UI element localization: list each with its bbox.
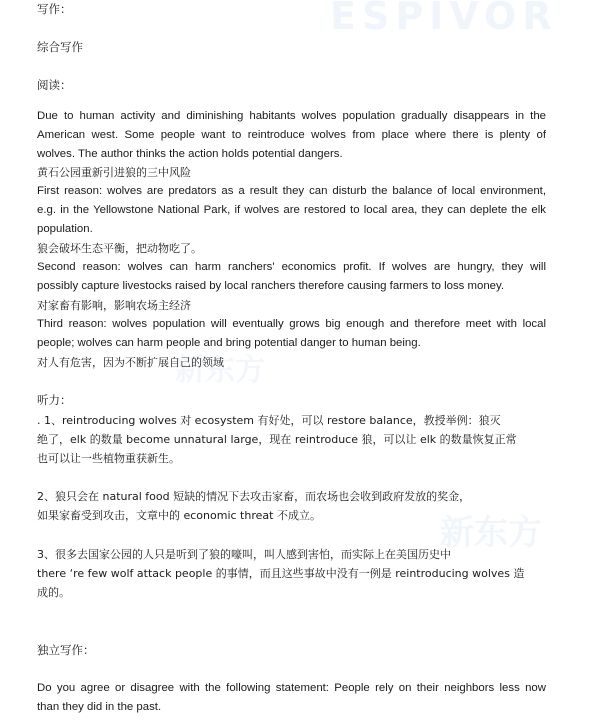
watermark-top: ESPIVOR [330,0,558,38]
reading-reason1-note: 狼会破坏生态平衡，把动物吃了。 [37,242,202,255]
heading-listening: 听力： [37,393,72,407]
listening-point1-line: 也可以让一些植物重获新生。 [37,452,180,465]
reading-intro-note: 黄石公园重新引进狼的三中风险 [37,166,191,179]
reading-reason2-line: Second reason: wolves can harm ranchers' economics profit. If wolves are hungry, they will [37,261,546,273]
heading-independent-writing: 独立写作： [37,643,95,657]
reading-reason3-line: people; wolves can harm people and bring potential danger to human being. [37,337,421,349]
independent-prompt-line: than they did in the past. [37,701,162,713]
watermark-bottom: 新东方 [440,513,542,553]
heading-integrated-writing: 综合写作 [37,40,83,54]
reading-intro-line: American west. Some people want to reintroduce wolves from place where there is plenty of [37,129,546,141]
heading-writing: 写作： [37,2,72,16]
reading-reason2-line: possibly capture livestocks raised by local ranchers therefore causing farmers to loss money. [37,280,505,292]
reading-intro-line: wolves. The author thinks the action holds potential dangers. [37,148,343,160]
reading-reason1-line: e.g. in the Yellowstone National Park, if wolves are restored to local area, they can deplete the elk [37,204,546,216]
heading-reading: 阅读： [37,78,72,92]
listening-point1-line: . 1、reintroducing wolves 对 ecosystem 有好处，可以 restore balance，教授举例：狼灭 [37,414,501,427]
reading-reason3-line: Third reason: wolves population will eventually grows big enough and therefore meet with local [37,318,546,330]
reading-reason1-line: First reason: wolves are predators as a result they can disturb the balance of local environment, [37,185,546,197]
reading-intro-line: Due to human activity and diminishing habitants wolves population gradually disappears in the [37,110,546,122]
independent-prompt-line: Do you agree or disagree with the following statement: People rely on their neighbors less now [37,682,546,694]
listening-point2-line: 如果家畜受到攻击，文章中的 economic threat 不成立。 [37,509,321,522]
listening-point3-line: 成的。 [37,586,70,599]
listening-point3-line: 3、很多去国家公园的人只是听到了狼的嚎叫，叫人感到害怕，而实际上在美国历史中 [37,548,451,561]
reading-reason3-note: 对人有危害，因为不断扩展自己的领域 [37,356,224,369]
listening-point2-line: 2、狼只会在 natural food 短缺的情况下去攻击家畜，而农场也会收到政府发放的奖金， [37,490,471,503]
listening-point3-line: there ‘re few wolf attack people 的事情，而且这些事故中没有一例是 reintroducing wolves 造 [37,567,525,580]
listening-point1-line: 绝了，elk 的数量 become unnatural large，现在 reintroduce 狼，可以让 elk 的数量恢复正常 [37,433,517,446]
reading-reason2-note: 对家畜有影响，影响农场主经济 [37,299,191,312]
reading-reason1-line: population. [37,223,93,235]
watermark-middle: 新东方 [175,353,265,388]
